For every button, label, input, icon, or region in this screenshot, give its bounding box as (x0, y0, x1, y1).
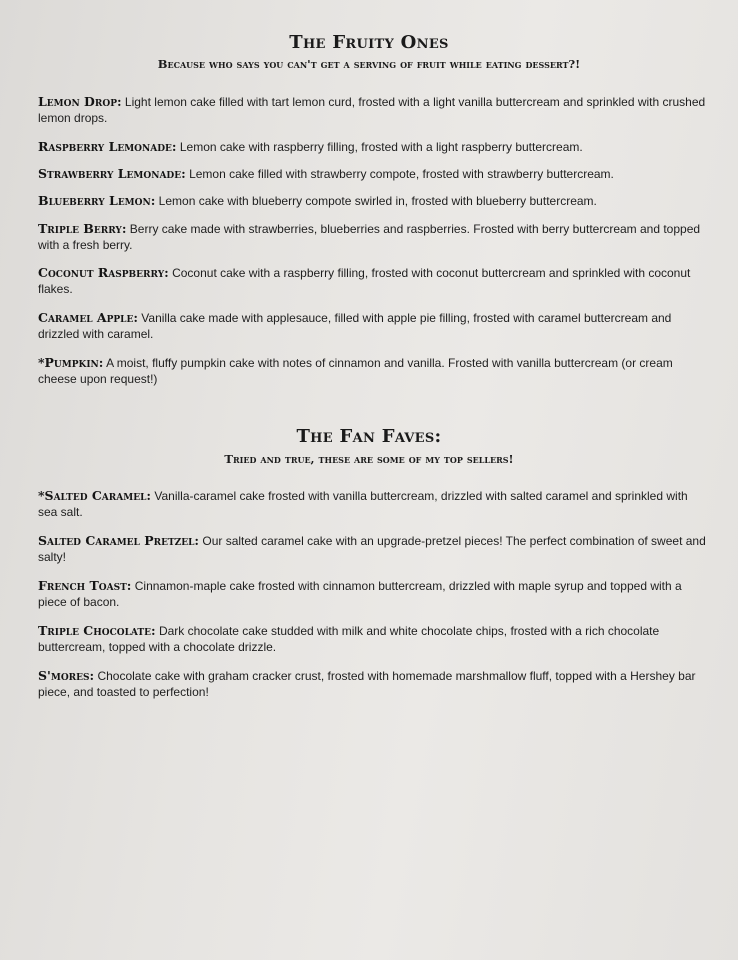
menu-item-description: Coconut cake with a raspberry filling, frosted with coconut buttercream and sprinkled with coconut flakes. (38, 266, 691, 296)
menu-item-triple-chocolate (38, 623, 710, 655)
section-subtitle-fruity: Because who says you can't get a serving of fruit while eating dessert?! (157, 57, 581, 71)
menu-item-description: Lemon cake filled with strawberry compote, frosted with strawberry buttercream. (189, 167, 614, 181)
menu-item-name: Blueberry Lemon: (38, 193, 156, 208)
menu-item-description: Dark chocolate cake studded with milk and white chocolate chips, frosted with a rich chocolate buttercream, topped with a chocolate drizzle. (38, 624, 660, 654)
menu-item-salted-caramel-pretzel (38, 533, 710, 565)
menu-item-name: S'mores: (38, 668, 95, 683)
section-title-fan-faves: The Fan Faves: (296, 426, 442, 447)
menu-item-blueberry-lemon (38, 193, 710, 209)
menu-item-description: Chocolate cake with graham cracker crust, frosted with homemade marshmallow fluff, topped with a Hershey bar piece, and toasted to perfection! (38, 669, 696, 699)
menu-item-name: French Toast: (38, 578, 132, 593)
menu-item-description: Cinnamon-maple cake frosted with cinnamon buttercream, drizzled with maple syrup and topped with a piece of bacon. (38, 579, 682, 609)
menu-item-description: Our salted caramel cake with an upgrade-pretzel pieces! The perfect combination of sweet and salty! (38, 534, 706, 564)
section-title-fruity: The Fruity Ones (289, 32, 449, 53)
menu-item-description: Lemon cake with blueberry compote swirled in, frosted with blueberry buttercream. (158, 194, 597, 208)
menu-item-name: Salted Caramel Pretzel: (38, 533, 200, 548)
menu-item-description: Vanilla-caramel cake frosted with vanilla buttercream, drizzled with salted caramel and sprinkled with sea salt. (38, 489, 688, 519)
menu-item-raspberry-lemonade (38, 139, 710, 155)
menu-item-description: A moist, fluffy pumpkin cake with notes of cinnamon and vanilla. Frosted with vanilla buttercream (or cream cheese upon request!) (38, 356, 673, 386)
menu-item-description: Berry cake made with strawberries, blueberries and raspberries. Frosted with berry buttercream and topped with a fresh berry. (38, 222, 701, 252)
menu-item-smores (38, 668, 710, 700)
menu-item-name: Triple Berry: (38, 221, 127, 236)
menu-item-name: Lemon Drop: (38, 94, 122, 109)
menu-item-lemon-drop (38, 94, 710, 126)
menu-item-name: Triple Chocolate: (38, 623, 156, 638)
menu-item-name: Caramel Apple: (38, 310, 138, 325)
menu-item-strawberry-lemonade (38, 166, 710, 182)
section-subtitle-fan-faves: Tried and true, these are some of my top sellers! (224, 452, 514, 466)
menu-item-caramel-apple (38, 310, 710, 342)
menu-item-name: Strawberry Lemonade: (38, 166, 186, 181)
menu-item-pumpkin (38, 355, 710, 387)
menu-item-name: *Pumpkin: (38, 355, 104, 370)
menu-item-triple-berry (38, 221, 710, 253)
menu-item-description: Light lemon cake filled with tart lemon curd, frosted with a light vanilla buttercream and sprinkled with crushed lemon drops. (38, 95, 706, 125)
menu-item-french-toast (38, 578, 710, 610)
menu-item-name: *Salted Caramel: (38, 488, 152, 503)
menu-item-name: Raspberry Lemonade: (38, 139, 177, 154)
menu-item-description: Lemon cake with raspberry filling, frosted with a light raspberry buttercream. (179, 140, 583, 154)
menu-item-description: Vanilla cake made with applesauce, filled with apple pie filling, frosted with caramel buttercream and drizzled with caramel. (38, 311, 672, 341)
menu-item-salted-caramel (38, 488, 710, 520)
menu-item-name: Coconut Raspberry: (38, 265, 169, 280)
menu-item-coconut-raspberry (38, 265, 710, 297)
